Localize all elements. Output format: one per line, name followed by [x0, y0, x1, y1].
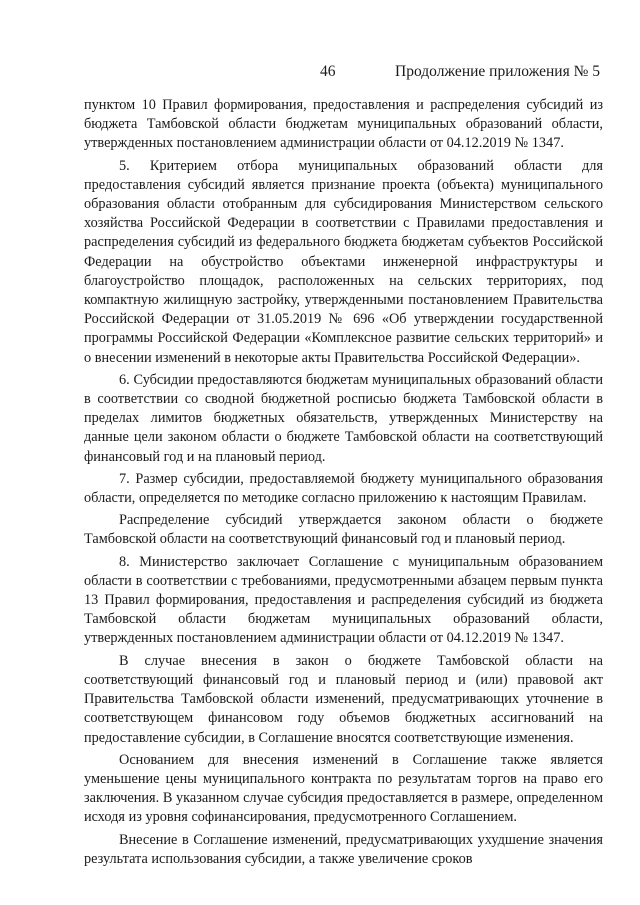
page-header — [0, 63, 640, 85]
paragraph-item-6: 6. Субсидии предоставляются бюджетам муниципальных образований области в соответствии со сводной бюджетной росписью бюджета Тамбовской области в пределах лимитов бюджетных обязательств, утвержденных Министерству на данные цели законом области о бюджете Тамбовской области на соответствующий финансовый год и на плановый период. — [84, 371, 603, 465]
page-number: 46 — [320, 63, 336, 80]
paragraph-item-7: 7. Размер субсидии, предоставляемой бюджету муниципального образования области, определяется по методике согласно приложению к настоящим Правилам. — [84, 470, 603, 507]
document-body — [84, 96, 603, 869]
paragraph-item-5: 5. Критерием отбора муниципальных образований области для предоставления субсидий является признание проекта (объекта) муниципального образования области отобранным для субсидирования Министерством сельского хозяйства Российской Федерации в соответствии с Правилами предоставления и распределения субсидий из федерального бюджета бюджетам субъектов Российской Федерации на обустройство объектами инженерной инфраструктуры и благоустройство площадок, расположенных на сельских территориях, под компактную жилищную застройку, утвержденными постановлением Правительства Российской Федерации от 31.05.2019 № 696 «Об утверждении государственной программы Российской Федерации «Комплексное развитие сельских территорий» и о внесении изменений в некоторые акты Правительства Российской Федерации». — [84, 157, 603, 366]
paragraph-agreement-changes: Внесение в Соглашение изменений, предусматривающих ухудшение значения результата использования субсидии, а также увеличение сроков — [84, 831, 603, 867]
appendix-continuation-title: Продолжение приложения № 5 — [395, 63, 600, 80]
paragraph-continuation: пунктом 10 Правил формирования, предоставления и распределения субсидий из бюджета Тамбовской области бюджетам муниципальных образований области, утвержденных постановлением администрации области от 04.12.2019 № 1347. — [84, 97, 603, 152]
paragraph-contract-price: Основанием для внесения изменений в Соглашение также является уменьшение цены муниципального контракта по результатам торгов на право его заключения. В указанном случае субсидия предоставляется в размере, определенном исходя из уровня софинансирования, предусмотренного Соглашением. — [84, 751, 603, 826]
paragraph-item-8: 8. Министерство заключает Соглашение с муниципальным образованием области в соответствии с требованиями, предусмотренными абзацем первым пункта 13 Правил формирования, предоставления и распределения субсидий из бюджета Тамбовской области бюджетам муниципальных образований области, утвержденных постановлением администрации области от 04.12.2019 № 1347. — [84, 553, 603, 647]
paragraph-distribution: Распределение субсидий утверждается законом области о бюджете Тамбовской области на соответствующий финансовый год и плановый период. — [84, 512, 603, 548]
paragraph-budget-changes: В случае внесения в закон о бюджете Тамбовской области на соответствующий финансовый год и плановый период и (или) правовой акт Правительства Тамбовской области изменений, предусматривающих уточнение в соответствующем финансовом году объемов бюджетных ассигнований на предоставление субсидии, в Соглашение вносятся соответствующие изменения. — [84, 652, 603, 746]
